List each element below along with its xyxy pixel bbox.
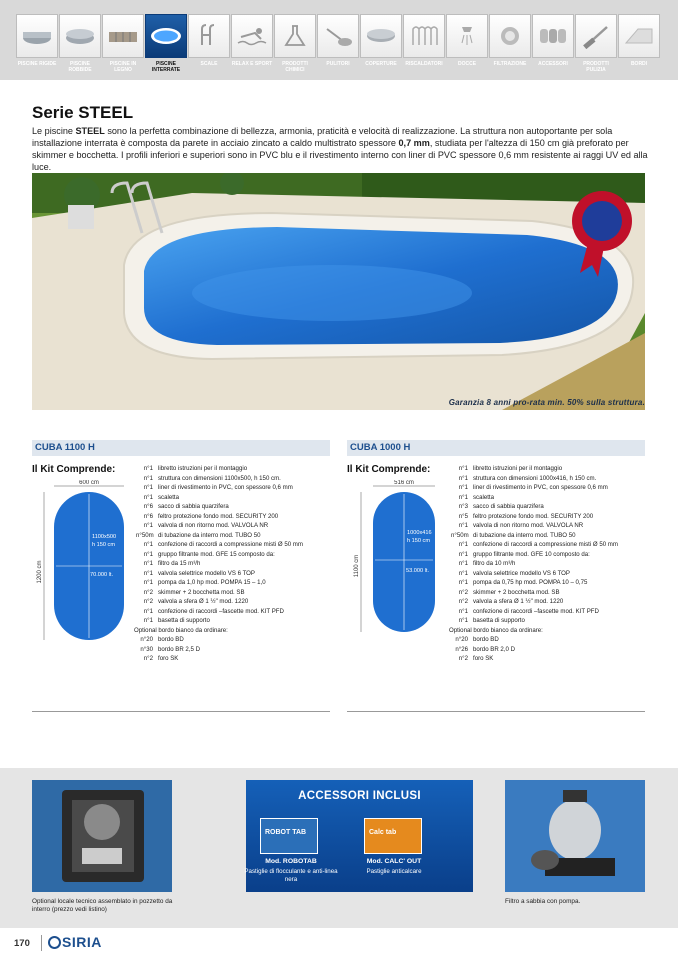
optional-item: n°20 bordo BD bbox=[140, 636, 184, 643]
nav-item-label: PISCINE RIGIDE bbox=[17, 61, 57, 67]
divider bbox=[32, 711, 330, 712]
diagram-length: 1200 cm bbox=[37, 560, 43, 584]
list-item: n°1 confezione di raccordi a compressione misti Ø 50 mm bbox=[458, 541, 618, 548]
brand-logo: SIRIA bbox=[48, 934, 102, 950]
accessories-panel bbox=[246, 780, 473, 892]
list-item: n°1 confezione di raccordi –fascette mod. KIT PFD bbox=[458, 607, 599, 615]
swimmer-icon bbox=[231, 14, 273, 58]
diagram-size: 1000x416 bbox=[407, 530, 432, 536]
optional-title: Optional bordo bianco da ordinare: bbox=[134, 626, 228, 634]
list-item: n°1 liner di rivestimento in PVC, con spessore 0,6 mm bbox=[458, 484, 608, 491]
divider bbox=[41, 935, 42, 951]
list-item: n°1 valvola di non ritorno mod. VALVOLA NR bbox=[458, 522, 584, 529]
kit-cuba-1000 bbox=[347, 440, 645, 712]
kit-subtitle: Il Kit Comprende: bbox=[347, 464, 431, 475]
page-footer bbox=[0, 928, 678, 959]
list-item: n°1 confezione di raccordi –fascette mod. KIT PFD bbox=[143, 607, 284, 615]
rigid-pool-icon bbox=[16, 14, 58, 58]
robotab-package-icon: ROBOT TAB bbox=[260, 818, 318, 854]
list-item: n°2 skimmer + 2 bocchetta mod. SB bbox=[458, 588, 560, 596]
nav-item-relax-e-sport[interactable] bbox=[231, 14, 273, 76]
list-item: n°1 valvola selettrice modello VS 6 TOP bbox=[143, 569, 255, 577]
nav-item-label: PRODOTTI PULIZIA bbox=[583, 61, 609, 73]
page-title: Serie STEEL bbox=[32, 103, 134, 122]
list-item: n°1 pompa da 0,75 hp mod. POMPA 10 – 0,75 bbox=[458, 579, 588, 586]
nav-item-prodotti-pulizia[interactable] bbox=[575, 14, 617, 76]
nav-item-label: BORDI bbox=[630, 61, 648, 67]
nav-item-piscine-interrate[interactable] bbox=[145, 14, 187, 76]
brush-icon bbox=[575, 14, 617, 58]
accessories-icon bbox=[532, 14, 574, 58]
wood-pool-icon bbox=[102, 14, 144, 58]
nav-item-label: COPERTURE bbox=[365, 61, 397, 67]
nav-item-label: PRODOTTI CHIMICI bbox=[282, 61, 308, 73]
nav-item-label: RELAX E SPORT bbox=[231, 61, 273, 67]
flask-icon bbox=[274, 14, 316, 58]
diagram-length: 1100 cm bbox=[354, 554, 360, 578]
list-item: n°1 struttura con dimensioni 1100x500, h 150 cm. bbox=[143, 474, 281, 482]
list-item: n°1 filtro da 10 m³/h bbox=[458, 560, 516, 567]
nav-item-label: SCALE bbox=[200, 61, 218, 67]
robotab-name: Mod. ROBOTAB bbox=[265, 858, 317, 865]
diagram-height: h 150 cm bbox=[407, 538, 431, 544]
kit-items bbox=[451, 464, 651, 664]
kit-title: CUBA 1000 H bbox=[347, 440, 645, 456]
nav-item-filtrazione[interactable] bbox=[489, 14, 531, 76]
list-item: n°50m di tubazione da interro mod. TUBO 50 bbox=[451, 531, 576, 539]
diagram-width: 600 cm bbox=[79, 480, 99, 486]
cleaner-icon bbox=[317, 14, 359, 58]
optional-item: n°26 bordo BR 2,0 D bbox=[455, 645, 516, 653]
list-item: n°1 valvola selettrice modello VS 6 TOP bbox=[458, 569, 570, 577]
nav-item-label: DOCCE bbox=[457, 61, 477, 67]
divider bbox=[347, 711, 645, 712]
nav-item-pulitori[interactable] bbox=[317, 14, 359, 76]
bottom-strip bbox=[0, 768, 678, 928]
category-nav bbox=[0, 0, 678, 80]
pool-shape-diagram bbox=[351, 480, 459, 650]
list-item: n°1 scaletta bbox=[143, 493, 180, 501]
cover-icon bbox=[360, 14, 402, 58]
list-item: n°1 libretto istruzioni per il montaggio bbox=[458, 465, 563, 472]
brand-o-icon bbox=[48, 936, 61, 949]
nav-item-label: FILTRAZIONE bbox=[493, 61, 527, 67]
technical-room-caption: Optional locale tecnico assemblato in pozzetto da interro (prezzo vedi listino) bbox=[32, 898, 173, 913]
list-item: n°2 skimmer + 2 bocchetta mod. SB bbox=[143, 588, 245, 596]
list-item: n°2 valvola a sfera Ø 1 ½" mod. 1220 bbox=[143, 598, 249, 605]
robotab-desc: Pastiglie di flocculante e anti-linea nera bbox=[244, 868, 338, 883]
nav-item-prodotti-chimici[interactable] bbox=[274, 14, 316, 76]
list-item: n°1 confezione di raccordi a compressione misti Ø 50 mm bbox=[143, 541, 303, 548]
technical-room-photo bbox=[32, 780, 172, 892]
diagram-width: 516 cm bbox=[394, 480, 414, 486]
border-icon bbox=[618, 14, 660, 58]
list-item: n°1 basetta di supporto bbox=[143, 617, 210, 624]
list-item: n°1 struttura con dimensioni 1000x416, h 150 cm. bbox=[458, 474, 597, 482]
nav-item-coperture[interactable] bbox=[360, 14, 402, 76]
optional-item: n°2 foro SK bbox=[143, 655, 179, 662]
list-item: n°6 feltro protezione fondo mod. SECURITY 200 bbox=[143, 512, 279, 520]
pool-scene-illustration bbox=[32, 173, 645, 410]
optional-title: Optional bordo bianco da ordinare: bbox=[449, 626, 543, 634]
list-item: n°1 basetta di supporto bbox=[458, 617, 525, 624]
nav-item-label: PISCINE INTERRATE bbox=[151, 61, 181, 73]
list-item: n°1 gruppo filtrante mod. GFE 10 composto da: bbox=[458, 550, 590, 558]
calcout-name: Mod. CALC' OUT bbox=[366, 858, 422, 865]
kit-subtitle: Il Kit Comprende: bbox=[32, 464, 116, 475]
list-item: n°1 libretto istruzioni per il montaggio bbox=[143, 465, 248, 472]
sand-filter-photo bbox=[505, 780, 645, 892]
list-item: n°1 filtro da 15 m³/h bbox=[143, 560, 201, 567]
nav-item-label: PISCINE IN LEGNO bbox=[109, 61, 137, 73]
list-item: n°50m di tubazione da interro mod. TUBO 50 bbox=[136, 531, 261, 539]
list-item: n°2 valvola a sfera Ø 1 ½" mod. 1220 bbox=[458, 598, 564, 605]
nav-item-label: PISCINE ROBBIDE bbox=[68, 61, 92, 73]
accessories-title: ACCESSORI INCLUSI bbox=[298, 790, 421, 802]
shower-icon bbox=[446, 14, 488, 58]
nav-item-accessori[interactable] bbox=[532, 14, 574, 76]
nav-item-piscine-robbide[interactable] bbox=[59, 14, 101, 76]
kit-title: CUBA 1100 H bbox=[32, 440, 330, 456]
inground-pool-icon bbox=[145, 14, 187, 58]
list-item: n°1 liner di rivestimento in PVC, con spessore 0,6 mm bbox=[143, 484, 293, 491]
list-item: n°1 gruppo filtrante mod. GFE 15 composto da: bbox=[143, 550, 275, 558]
nav-item-riscaldatori[interactable] bbox=[403, 14, 445, 76]
soft-pool-icon bbox=[59, 14, 101, 58]
guarantee-note: Garanzia 8 anni pro-rata min. 50% sulla struttura. bbox=[448, 398, 645, 407]
nav-item-label: PULITORI bbox=[326, 61, 350, 67]
technical-box-illustration bbox=[32, 780, 172, 892]
nav-item-piscine-in-legno[interactable] bbox=[102, 14, 144, 76]
list-item: n°1 scaletta bbox=[458, 493, 495, 501]
optional-item: n°20 bordo BD bbox=[455, 636, 499, 643]
calcout-package-icon: Calc tab bbox=[364, 818, 422, 854]
diagram-height: h 150 cm bbox=[92, 542, 116, 548]
pool-photo bbox=[32, 173, 645, 410]
kit-cuba-1100 bbox=[32, 440, 330, 712]
nav-item-label: ACCESSORI bbox=[538, 61, 568, 67]
pool-shape-diagram bbox=[36, 480, 144, 650]
intro-text: Le piscine STEEL sono la perfetta combinazione di bellezza, armonia, praticità e velocità di realizzazione. La struttura non autoportante per sola installazione interrata è composta da parete in acciaio zincato a caldo multistrato spessore 0,7 mm, studiata per l'altezza di 150 cm già preforato per skimmer e bocchetta. I profili inferiori e superiori sono in PVC blu e il rivestimento interno con liner di PVC spessore 0,6 mm resistente ai raggi UV ed alla luce. bbox=[32, 126, 648, 172]
optional-item: n°30 bordo BR 2,5 D bbox=[140, 645, 201, 653]
nav-item-label: RISCALDATORI bbox=[405, 61, 443, 67]
nav-item-docce[interactable] bbox=[446, 14, 488, 76]
sand-filter-caption: Filtro a sabbia con pompa. bbox=[505, 898, 581, 905]
diagram-volume: 70.000 lt. bbox=[90, 572, 114, 578]
optional-item: n°2 foro SK bbox=[458, 655, 494, 662]
nav-item-piscine-rigide[interactable] bbox=[16, 14, 58, 76]
filter-icon bbox=[489, 14, 531, 58]
list-item: n°1 valvola di non ritorno mod. VALVOLA NR bbox=[143, 522, 269, 529]
sand-filter-illustration bbox=[505, 780, 645, 892]
ladder-icon bbox=[188, 14, 230, 58]
diagram-size: 1100x500 bbox=[92, 534, 117, 540]
page-number: 170 bbox=[14, 938, 30, 949]
nav-item-bordi[interactable] bbox=[618, 14, 660, 76]
calcout-desc: Pastiglie anticalcare bbox=[366, 868, 422, 875]
kit-items bbox=[136, 464, 336, 664]
list-item: n°1 pompa da 1,0 hp mod. POMPA 15 – 1,0 bbox=[143, 579, 266, 586]
list-item: n°5 feltro protezione fondo mod. SECURITY 200 bbox=[458, 512, 594, 520]
list-item: n°3 sacco di sabbia quarzifera bbox=[458, 503, 544, 510]
heater-icon bbox=[403, 14, 445, 58]
nav-item-scale[interactable] bbox=[188, 14, 230, 76]
diagram-volume: 53.000 lt. bbox=[406, 568, 430, 574]
list-item: n°6 sacco di sabbia quarzifera bbox=[143, 503, 229, 510]
